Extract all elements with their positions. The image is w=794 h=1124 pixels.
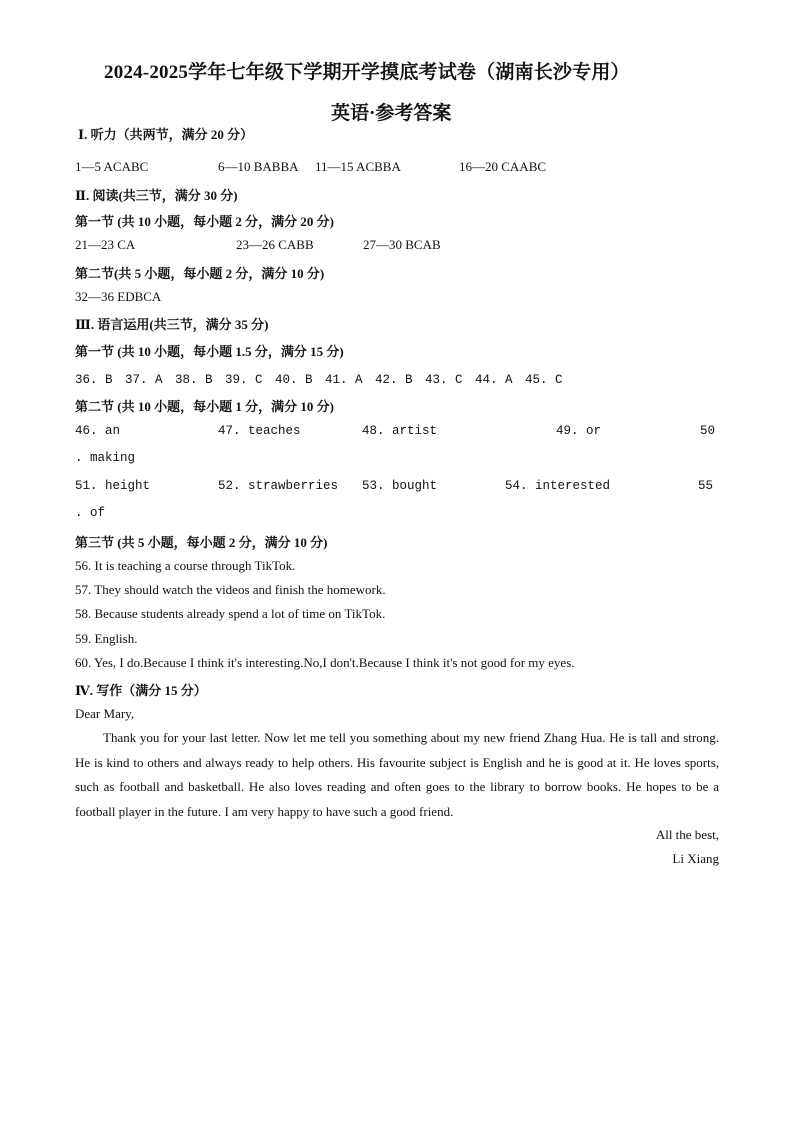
section-heading-writing: Ⅳ. 写作（满分 15 分） [75,683,207,698]
answer-group: 23—26 CABB [236,237,314,252]
answer-group: 27—30 BCAB [363,237,441,252]
answer-group: 1—5 ACABC [75,159,149,174]
answer-item: 55 [698,479,714,493]
section-heading-listening: Ⅰ. 听力（共两节，满分 20 分） [78,127,254,142]
answer-item: 48. artist [362,424,438,438]
subsection-heading: 第一节 (共 10 小题，每小题 1.5 分，满分 15 分) [75,344,344,359]
answer-item-wrap: . of [75,506,106,520]
answer-item-wrap: . making [75,451,136,465]
answer-item: 49. or [556,424,602,438]
answer-group: 32—36 EDBCA [75,289,162,304]
section-heading-reading: Ⅱ. 阅读(共三节，满分 30 分) [75,188,238,203]
subsection-heading: 第二节 (共 10 小题，每小题 1 分，满分 10 分) [75,399,334,414]
page-title: 2024-2025学年七年级下学期开学摸底考试卷（湖南长沙专用） [104,62,630,83]
answer-line: 60. Yes, I do.Because I think it's interesting.No,I don't.Because I think it's not good for my eyes. [75,655,575,670]
answer-item: 54. interested [505,479,611,493]
answer-item: 53. bought [362,479,438,493]
subsection-heading: 第二节(共 5 小题，每小题 2 分，满分 10 分) [75,266,325,281]
letter-body: Thank you for your last letter. Now let me tell you something about my new friend Zhang Hua. He is tall and strong. He is kind to others and always ready to help others. His favourite subject is English and he is good at it. He loves sports, such as football and basketball. He also loves reading and often goes to the library to borrow books. He hopes to be a football player in the future. I am very happy to have such a good friend. [75,730,719,819]
answer-item: 47. teaches [218,424,301,438]
answer-group: 21—23 CA [75,237,136,252]
answer-item: 46. an [75,424,121,438]
answer-item: 52. strawberries [218,479,339,493]
section-heading-language-use: Ⅲ. 语言运用(共三节，满分 35 分) [75,317,269,332]
answer-group: 11—15 ACBBA [315,159,401,174]
answer-group: 6—10 BABBA [218,159,299,174]
letter-signature: Li Xiang [672,851,719,866]
page-subtitle: 英语·参考答案 [331,103,452,124]
answer-row: 36. B 37. A 38. B 39. C 40. B 41. A 42. B 43. C 44. A 45. C [75,373,563,387]
letter-closing: All the best, [655,827,719,842]
letter-greeting: Dear Mary, [75,706,135,721]
answer-line: 56. It is teaching a course through TikTok. [75,558,296,573]
subsection-heading: 第三节 (共 5 小题，每小题 2 分，满分 10 分) [75,535,328,550]
answer-group: 16—20 CAABC [459,159,547,174]
answer-item: 51. height [75,479,151,493]
subsection-heading: 第一节 (共 10 小题，每小题 2 分，满分 20 分) [75,214,334,229]
answer-item: 50 [700,424,716,438]
answer-line: 57. They should watch the videos and finish the homework. [75,582,386,597]
answer-line: 59. English. [75,631,138,646]
answer-line: 58. Because students already spend a lot of time on TikTok. [75,606,386,621]
